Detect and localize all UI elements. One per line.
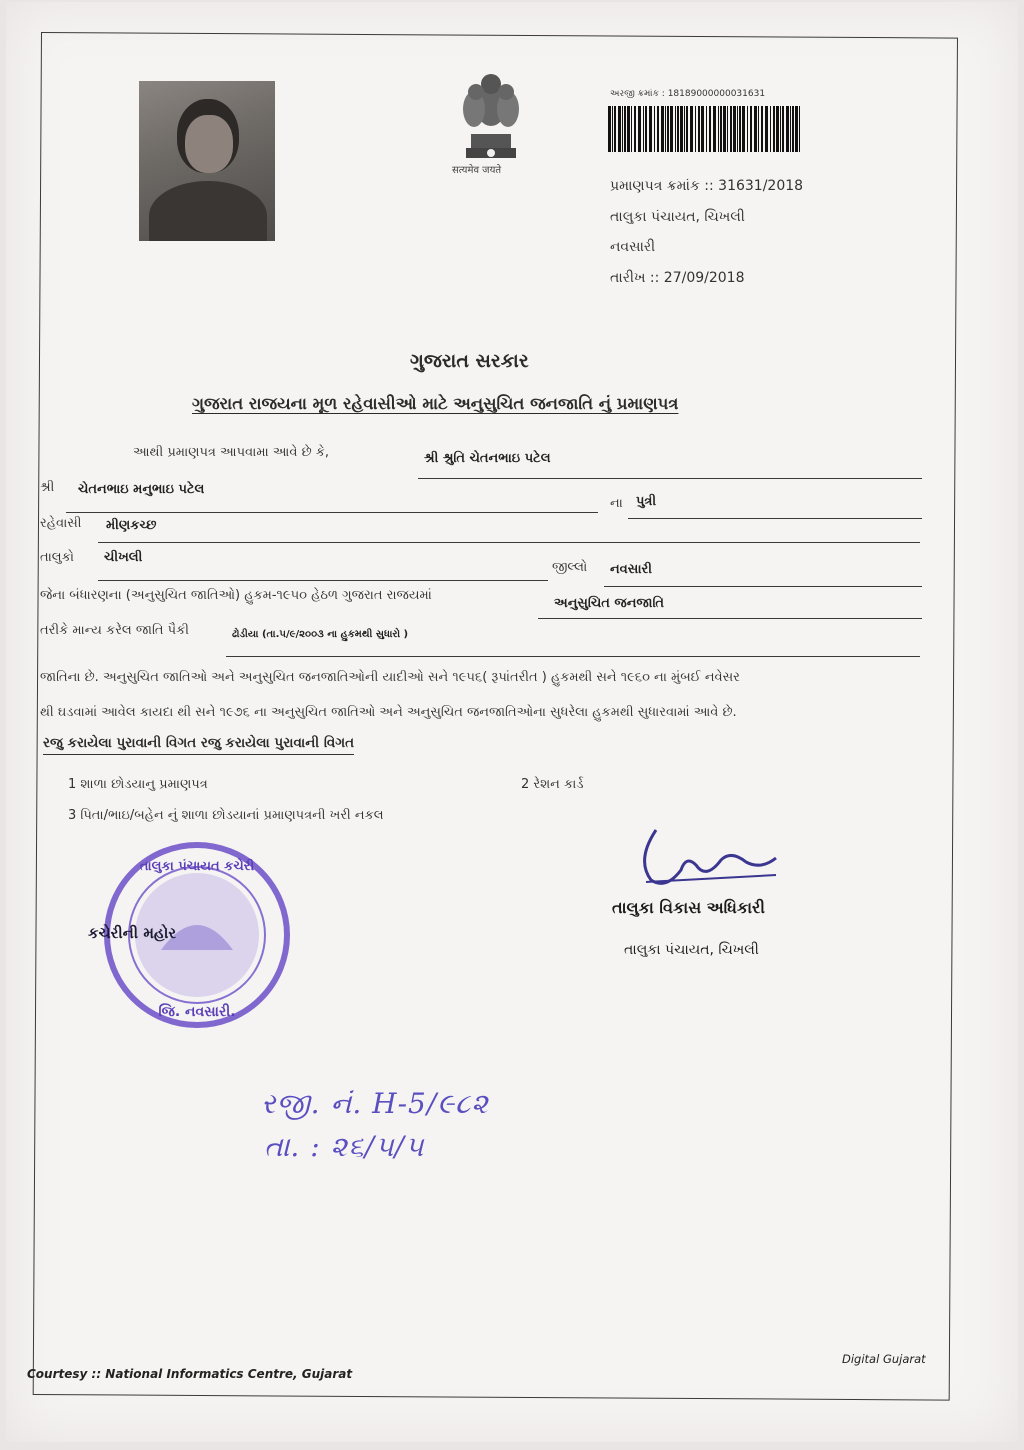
evidence-item: 1 શાળા છોડયાનુ પ્રમાણપત્ર	[68, 777, 208, 792]
signatory-designation: તાલુકા વિકાસ અધિકારી	[612, 898, 765, 917]
holder-photo	[139, 81, 275, 241]
application-number: અરજી ક્રમાંક : 18189000000031631	[610, 89, 766, 99]
paragraph-line-1: જાતિના છે. અનુસુચિત જાતિઓ અને અનુસુચિત જનજાતિઓની યાદીઓ સને ૧૯૫૬( રૂપાંતરીત ) હુકમથી સને ૧૯૬૦ ના મુંબઈ નવેસર	[40, 670, 740, 685]
na-label: ના	[610, 496, 623, 511]
handwritten-registration: રજી. નં. H-5/૯૮૨	[261, 1087, 489, 1120]
certificate-title: ગુજરાત રાજયના મૂળ રહેવાસીઓ માટે અનુસુચિત જનજાતિ નું પ્રમાણપત્ર	[192, 394, 679, 413]
emblem-motto: सत्यमेव जयते	[452, 165, 502, 176]
evidence-item: 2 રેશન કાર્ડ	[521, 777, 584, 792]
seal-ring-text: તાલુકા પંચાયત કચેરી	[139, 859, 255, 874]
government-title: ગુજરાત સરકાર	[410, 350, 529, 372]
certificate-paper	[6, 2, 1018, 1442]
signatory-office: તાલુકા પંચાયત, ચિખલી	[624, 942, 759, 958]
holder-name: શ્રી શ્રુતિ ચેતનભાઇ પટેલ	[424, 451, 551, 466]
footer-digital-gujarat: Digital Gujarat	[842, 1352, 926, 1366]
district-value: નવસારી	[610, 562, 652, 577]
recognised-label: તરીકે માન્ય કરેલ જાતિ પૈકી	[40, 623, 189, 638]
order-value: અનુસુચિત જનજાતિ	[554, 596, 665, 611]
shri-label: શ્રી	[40, 480, 55, 495]
resident-value: મીણકચ્છ	[106, 518, 157, 533]
issuing-district: નવસારી	[610, 239, 656, 255]
relation-value: પુત્રી	[636, 494, 657, 509]
taluka-value: ચીખલી	[104, 550, 143, 565]
officer-signature	[626, 820, 786, 900]
parent-name: ચેતનભાઇ મનુભાઇ પટેલ	[78, 482, 205, 497]
order-label: જેના બંધારણના (અનુસુચિત જાતિઓ) હુકમ-૧૯૫૦ હેઠળ ગુજરાત રાજયમાં	[40, 588, 432, 603]
issue-date: તારીખ :: 27/09/2018	[610, 270, 745, 286]
intro-label: આથી પ્રમાણપત્ર આપવામા આવે છે કે,	[133, 445, 330, 460]
evidence-heading: રજુ કરાયેલા પુરાવાની વિગત રજુ કરાયેલા પુરાવાની વિગત	[43, 735, 354, 755]
taluka-label: તાલુકો	[40, 550, 75, 565]
evidence-item: 3 પિતા/ભાઇ/બહેન નું શાળા છોડયાનાં પ્રમાણપત્રની ખરી નકલ	[68, 808, 384, 823]
seal-bottom-text: જિ. નવસારી.	[158, 1004, 236, 1020]
handwritten-date: તા. : ૨૬/૫/૫	[264, 1130, 425, 1163]
district-label: જીલ્લો	[552, 560, 588, 575]
barcode	[608, 106, 804, 152]
paragraph-line-2: થી ઘડવામાં આવેલ કાયદા થી સને ૧૯૭૬ ના અનુસુચિત જાતિઓ અને અનુસુચિત જનજાતિઓના સુધરેલા હુકમથી સુધારવામાં આવે છે.	[40, 705, 737, 720]
caste-value: ઢોડીયા (તા.૫/૯/૨૦૦૩ ના હુકમથી સુધારો )	[232, 629, 409, 640]
certificate-number: પ્રમાણપત્ર ક્રમાંક :: 31631/2018	[610, 178, 804, 194]
seal-label: કચેરીની મહોર	[88, 924, 177, 942]
resident-label: રહેવાસી	[40, 516, 82, 531]
issuing-office: તાલુકા પંચાયત, ચિખલી	[610, 209, 745, 225]
footer-courtesy: Courtesy :: National Informatics Centre, Gujarat	[27, 1367, 353, 1381]
